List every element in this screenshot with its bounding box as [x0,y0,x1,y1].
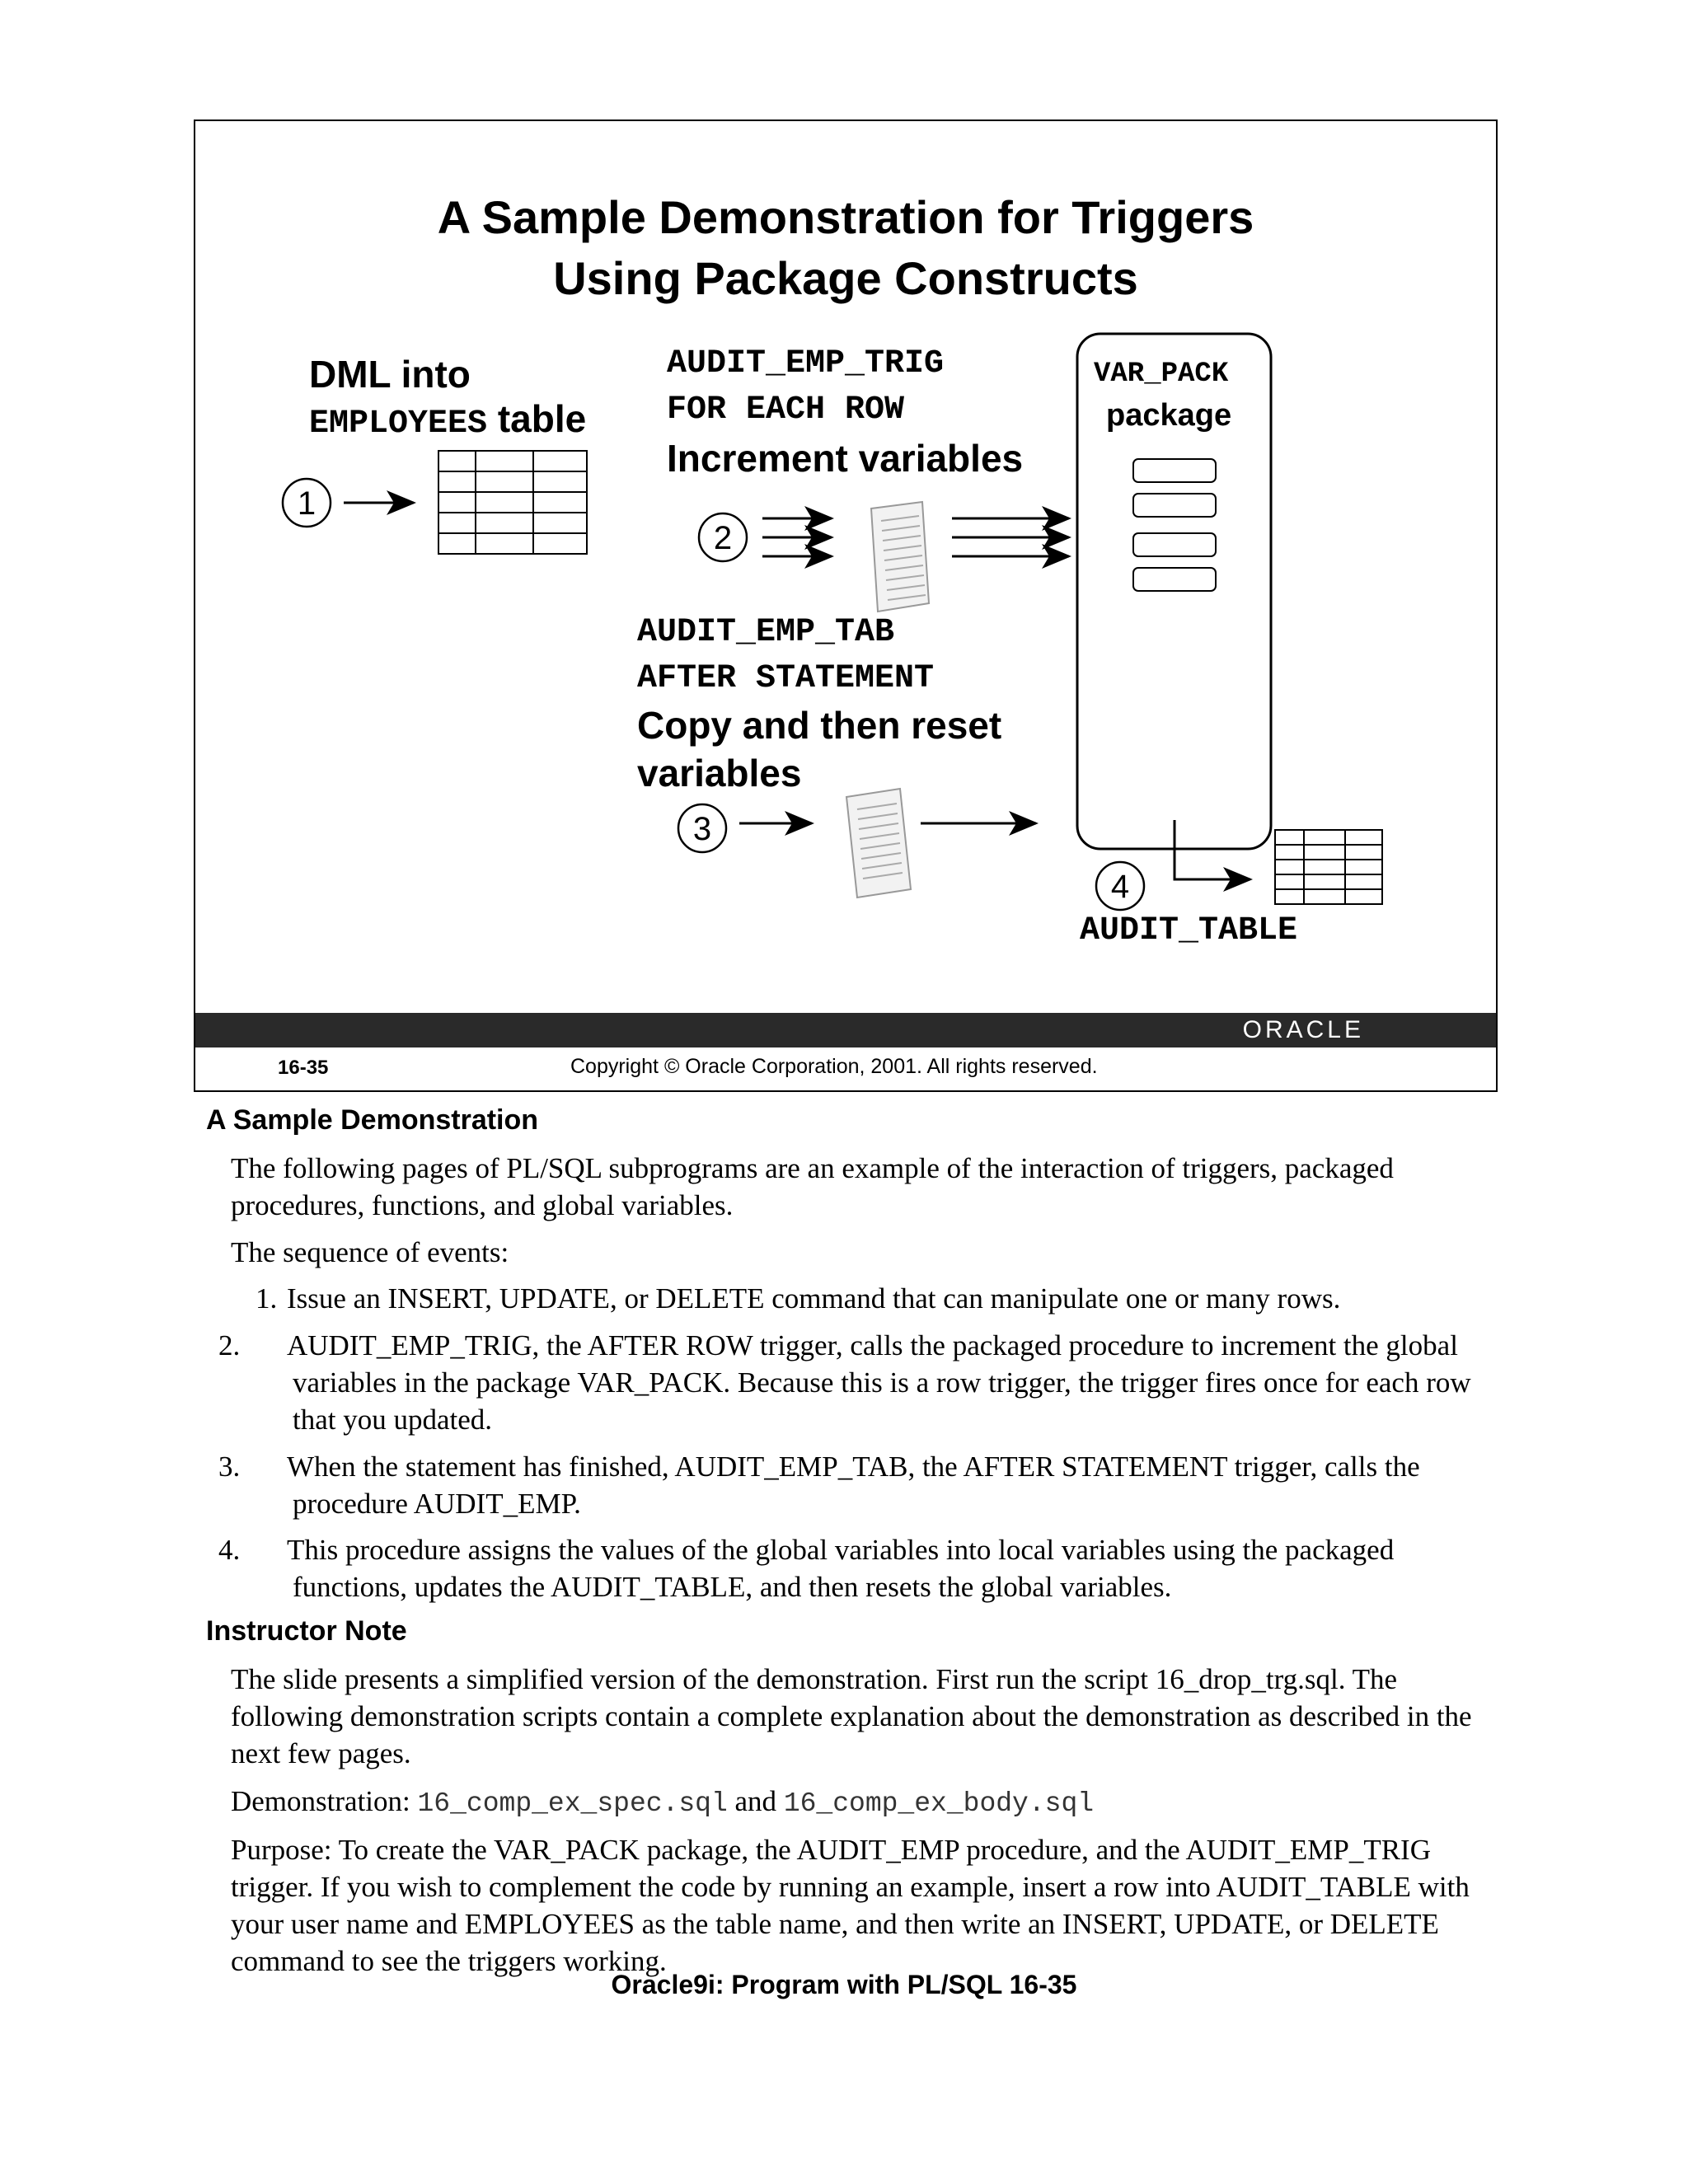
list-item [218,1531,1492,1605]
dml-label: DML into [309,353,471,396]
trig2-name: AUDIT_EMP_TAB [637,614,895,651]
list-item-num: 2. [218,1329,241,1361]
audit-table-label: AUDIT_TABLE [1080,912,1298,949]
oracle-logo: ORACLE [1242,1016,1364,1043]
trigger-doc-icon-1 [871,502,929,612]
package-name: VAR_PACK [1094,359,1229,390]
list-item-num: 3. [218,1451,241,1483]
oracle-bar [195,1013,1496,1047]
package-variables [1133,459,1216,591]
step2-arrows-out [952,518,1069,556]
list-item-text: AUDIT_EMP_TRIG, the AFTER ROW trigger, calls the packaged procedure to increment the global variables in the package VAR_PACK. Because this is a row trigger, the trigger fires once for each row that you updated. [287,1329,1471,1436]
notes-instructor: The slide presents a simplified version of the demonstration. First run the script 16_drop_trg.sql. The following demonstration scripts contain a complete explanation about the demonstration as described in the next few pages. [231,1663,1472,1769]
slide-title-line1: A Sample Demonstration for Triggers [437,191,1254,243]
demo-label: Demonstration: [231,1785,410,1817]
trig2-action-line2: variables [637,752,802,794]
list-item-num: 1. [256,1282,278,1315]
list-item-text: This procedure assigns the values of the global variables into local variables using the packaged functions, updates the AUDIT_TABLE, and then resets the global variables. [287,1534,1395,1603]
demo-file-spec: 16_comp_ex_spec.sql [417,1788,728,1819]
step1-marker [283,479,331,527]
slide-title-line2: Using Package Constructs [553,252,1138,304]
trigger-doc-icon-2 [846,789,911,898]
flow-diagram [195,121,1499,1011]
trig2-timing: AFTER STATEMENT [637,660,935,697]
employees-name: EMPLOYEES [309,405,488,443]
step1-number: 1 [297,485,316,522]
notes-intro: The following pages of PL/SQL subprograms are an example of the interaction of triggers, packaged procedures, functions, and global variables. [231,1152,1394,1221]
demo-file-body: 16_comp_ex_body.sql [783,1788,1095,1819]
list-item [218,1448,1492,1522]
employees-table-icon [438,451,587,554]
step4-marker [1096,862,1144,910]
list-item-text: When the statement has finished, AUDIT_EMP_TAB, the AFTER STATEMENT trigger, calls the procedure AUDIT_EMP. [287,1451,1420,1520]
trig1-action: Increment variables [667,437,1024,480]
demo-and: and [734,1785,777,1817]
step4-number: 4 [1110,869,1130,905]
step2-number: 2 [713,520,733,556]
notes-heading-instructor: Instructor Note [206,1615,407,1647]
notes-purpose: Purpose: To create the VAR_PACK package, the AUDIT_EMP procedure, and the AUDIT_EMP_TRIG trigger. If you wish to complement the code by running an example, insert a row into AUDIT_TABLE with your user name and EMPLOYEES as the table name, and then write an INSERT, UPDATE, or DELETE command to see the triggers working. [231,1834,1470,1977]
page-footer: Oracle9i: Program with PL/SQL 16-35 [611,1970,1077,1999]
slide-frame [194,120,1498,1092]
table-word: table [497,397,587,440]
list-item [256,1280,1492,1317]
audit-table-icon [1275,830,1382,904]
list-item-num: 4. [218,1534,241,1566]
trig2-action-line1: Copy and then reset [637,704,1002,747]
step3-number: 3 [692,811,712,847]
trig1-name: AUDIT_EMP_TRIG [667,345,945,382]
list-item-text: Issue an INSERT, UPDATE, or DELETE command that can manipulate one or many rows. [287,1282,1341,1315]
copyright: Copyright © Oracle Corporation, 2001. All rights reserved. [570,1055,1098,1078]
notes-sequence: The sequence of events: [231,1236,509,1268]
slide-number: 16-35 [278,1057,329,1079]
trig1-timing: FOR EACH ROW [667,391,905,429]
step2-arrows-in [762,518,832,556]
notes-demonstration [231,1783,1484,1822]
package-word: package [1106,398,1232,433]
step2-marker [699,513,747,561]
notes-heading-demo: A Sample Demonstration [206,1104,539,1136]
list-item [218,1327,1492,1438]
step3-marker [678,804,726,852]
